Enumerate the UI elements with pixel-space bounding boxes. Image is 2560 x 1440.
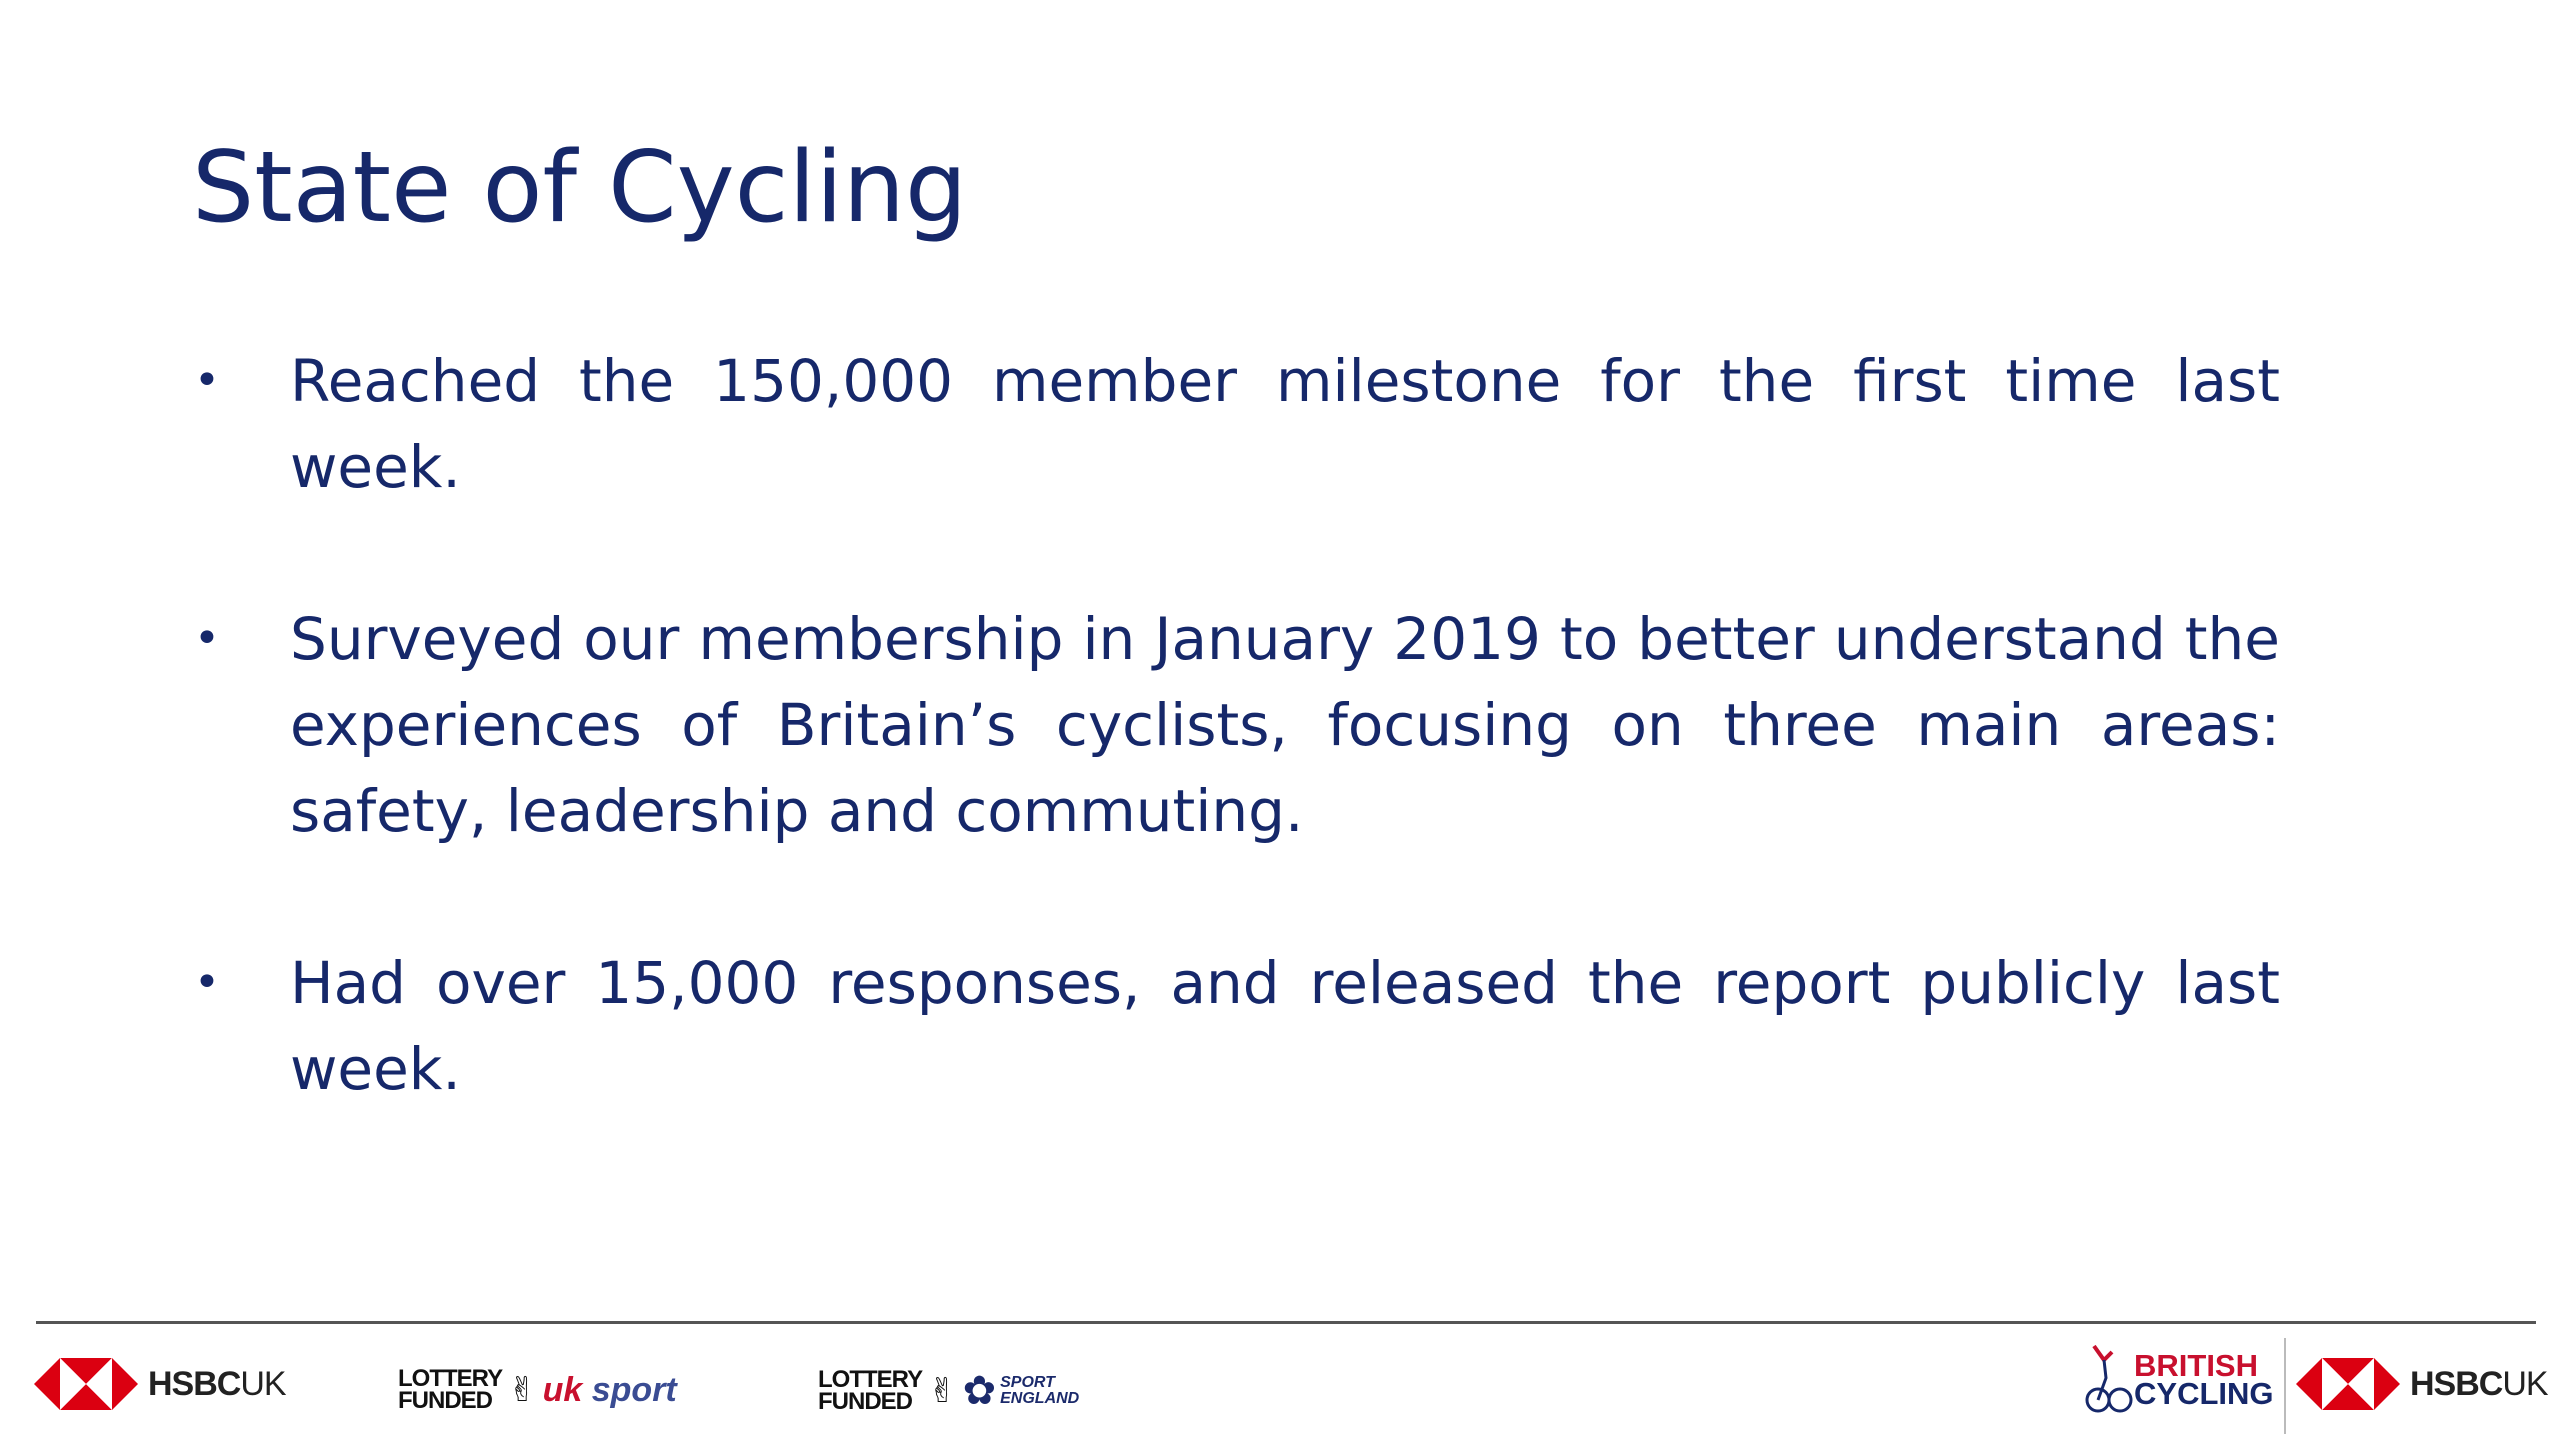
hsbc-hexagon-icon [2296, 1358, 2400, 1410]
bullet-item [190, 338, 2290, 510]
bullet-text: Reached the 150,000 member milestone for the first time last week. [290, 347, 2280, 501]
hsbc-uk-logo-left [34, 1358, 286, 1410]
bullet-marker: • [194, 613, 220, 664]
crossed-fingers-icon: ✌ [928, 1371, 957, 1411]
footer-logos [0, 1324, 2560, 1440]
bullet-text: Surveyed our membership in January 2019 to better understand the experiences of Britain’s cyclists, focusing on three main areas: safety, leadership and commuting. [290, 605, 2280, 845]
bullet-item [190, 596, 2290, 854]
cyclist-icon [2084, 1338, 2134, 1422]
bullet-item [190, 940, 2290, 1112]
bullet-marker: • [194, 355, 220, 406]
sport-england-wordmark: SPORT ENGLAND [1000, 1374, 1080, 1407]
bullet-list [190, 338, 2290, 1198]
logo-divider [2284, 1338, 2286, 1434]
hsbc-wordmark: HSBCUK [148, 1364, 286, 1403]
lottery-funded-wordmark: LOTTERY FUNDED [398, 1365, 503, 1414]
lottery-uk-sport-logo [398, 1365, 677, 1414]
crossed-fingers-icon: ✌ [508, 1370, 537, 1410]
british-cycling-logo [2084, 1338, 2274, 1422]
hsbc-wordmark: HSBCUK [2410, 1364, 2548, 1403]
sport-england-icon: ✿ [962, 1368, 997, 1414]
hsbc-uk-logo-right [2296, 1358, 2548, 1410]
bullet-marker: • [194, 957, 220, 1008]
uk-sport-wordmark: uk sport [542, 1370, 677, 1409]
hsbc-hexagon-icon [34, 1358, 138, 1410]
bullet-text: Had over 15,000 responses, and released the report publicly last week. [290, 949, 2280, 1103]
slide-title: State of Cycling [192, 131, 968, 245]
lottery-sport-england-logo [818, 1368, 1079, 1414]
lottery-funded-wordmark: LOTTERY FUNDED [818, 1366, 923, 1415]
british-cycling-wordmark: BRITISH CYCLING [2134, 1348, 2274, 1411]
